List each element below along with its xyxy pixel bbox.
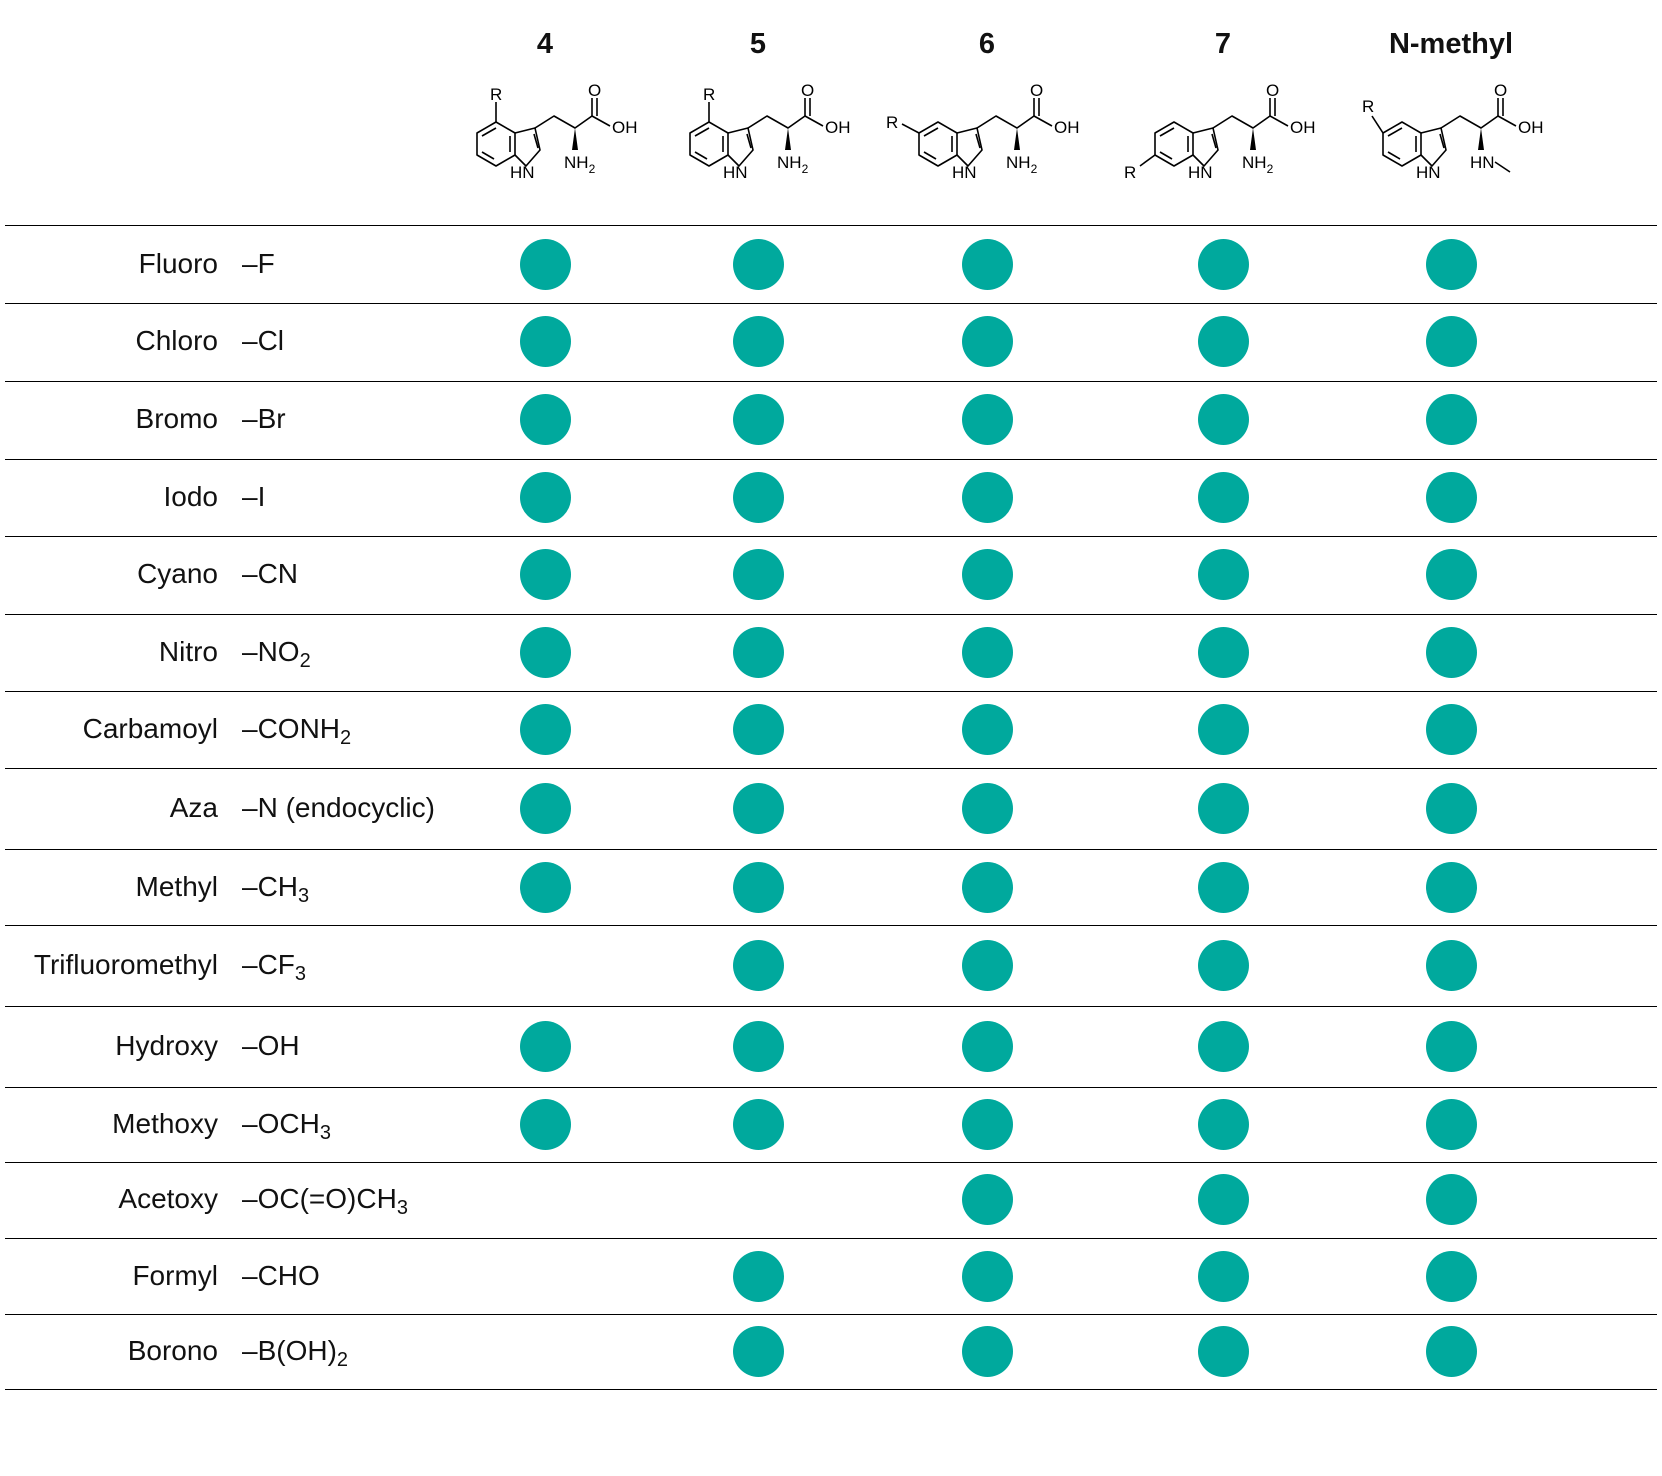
amine-label: $NH_2$ <box>1242 153 1274 176</box>
formula-text: B(OH) <box>257 1335 337 1366</box>
formula-subscript: 3 <box>319 1122 331 1144</box>
formula-text: NO <box>257 636 300 667</box>
compatibility-dot <box>962 704 1013 755</box>
substituent-formula <box>242 324 284 358</box>
table-rule <box>5 1006 1657 1007</box>
compatibility-dot <box>520 549 571 600</box>
substituent-name: Trifluoromethyl <box>33 949 218 980</box>
compatibility-dot <box>520 316 571 367</box>
bond-dash: – <box>242 1335 258 1366</box>
column-header: 5 <box>749 28 767 60</box>
indole-nh-label: HN <box>510 163 535 182</box>
table-rule <box>5 303 1657 304</box>
compatibility-dot <box>733 316 784 367</box>
formula-text: OCH <box>257 1108 320 1139</box>
compatibility-dot <box>1426 1021 1477 1072</box>
compatibility-dot <box>1198 472 1249 523</box>
compatibility-dot <box>520 1021 571 1072</box>
formula-text: CF <box>257 949 295 980</box>
compatibility-dot <box>520 472 571 523</box>
formula-text: OC(=O)CH <box>257 1183 397 1214</box>
compatibility-dot <box>733 239 784 290</box>
hydroxyl-label: OH <box>1518 118 1544 137</box>
compatibility-dot <box>1198 783 1249 834</box>
r-group-label: R <box>490 85 503 104</box>
structure-drawing <box>1108 81 1338 238</box>
column-header: 6 <box>978 28 996 60</box>
formula-subscript: 2 <box>299 650 311 672</box>
compatibility-dot <box>962 1021 1013 1072</box>
substituent-name: Cyano <box>137 558 218 589</box>
table-rule <box>5 1389 1657 1390</box>
compatibility-dot <box>1198 627 1249 678</box>
compatibility-dot <box>1198 394 1249 445</box>
substituent-formula <box>242 247 275 281</box>
compatibility-dot <box>520 627 571 678</box>
compatibility-dot <box>1198 1251 1249 1302</box>
bond-dash: – <box>242 403 258 434</box>
substituent-formula <box>242 791 435 825</box>
compatibility-dot <box>1198 704 1249 755</box>
compatibility-dot <box>520 239 571 290</box>
hydroxyl-label: OH <box>1290 118 1316 137</box>
structure-drawing <box>430 81 660 238</box>
substituent-formula <box>242 557 298 591</box>
compatibility-dot <box>962 1099 1013 1150</box>
amine-label: HN <box>1470 153 1495 172</box>
table-rule <box>5 381 1657 382</box>
hydroxyl-label: OH <box>825 118 851 137</box>
carbonyl-oxygen-label: O <box>801 81 815 100</box>
compatibility-dot <box>962 472 1013 523</box>
substituent-formula <box>242 480 265 514</box>
table-rule <box>5 536 1657 537</box>
substituent-name: Borono <box>127 1335 218 1366</box>
r-group-label: R <box>1362 97 1375 116</box>
indole-nh-label: HN <box>1416 163 1441 182</box>
bond-dash: – <box>242 713 258 744</box>
compatibility-dot <box>1426 940 1477 991</box>
compatibility-dot <box>962 1326 1013 1377</box>
compatibility-dot <box>520 704 571 755</box>
carbonyl-oxygen-label: O <box>588 81 602 100</box>
table-rule <box>5 614 1657 615</box>
substituent-formula <box>242 1259 320 1293</box>
substituent-name: Hydroxy <box>115 1030 218 1061</box>
column-header: N-methyl <box>1388 28 1514 60</box>
hydroxyl-label: OH <box>1054 118 1080 137</box>
substituent-formula <box>242 1029 300 1063</box>
compatibility-dot <box>1426 1099 1477 1150</box>
formula-subscript: 2 <box>336 1349 349 1371</box>
bond-dash: – <box>242 949 258 980</box>
r-group-label: R <box>703 85 716 104</box>
formula-subscript: 2 <box>340 727 352 749</box>
substituent-formula <box>242 1107 331 1144</box>
amine-label: $NH_2$ <box>564 153 596 176</box>
formula-text: N (endocyclic) <box>257 792 435 823</box>
compatibility-dot <box>1426 783 1477 834</box>
compatibility-dot <box>1198 1021 1249 1072</box>
compatibility-dot <box>1426 316 1477 367</box>
formula-subscript: 3 <box>396 1197 408 1219</box>
hydroxyl-label: OH <box>612 118 638 137</box>
compatibility-dot <box>962 862 1013 913</box>
table-rule <box>5 1314 1657 1315</box>
formula-subscript: 3 <box>298 885 310 907</box>
compatibility-dot <box>733 704 784 755</box>
bond-dash: – <box>242 558 258 589</box>
compatibility-dot <box>733 1251 784 1302</box>
formula-text: Br <box>257 403 286 434</box>
compatibility-dot <box>520 862 571 913</box>
compatibility-dot <box>1198 940 1249 991</box>
bond-dash: – <box>242 792 258 823</box>
column-header: 7 <box>1214 28 1232 60</box>
compatibility-dot <box>1198 239 1249 290</box>
compatibility-dot <box>1426 1326 1477 1377</box>
compatibility-dot <box>1198 1326 1249 1377</box>
structure-drawing <box>643 81 873 238</box>
substituent-name: Chloro <box>135 325 218 356</box>
substituent-name: Acetoxy <box>118 1183 218 1214</box>
tryptophan-structure <box>872 81 1102 238</box>
substituent-name: Carbamoyl <box>82 713 218 744</box>
compatibility-dot <box>962 940 1013 991</box>
indole-nh-label: HN <box>723 163 748 182</box>
table-rule <box>5 1162 1657 1163</box>
substituent-name: Bromo <box>135 403 218 434</box>
compatibility-dot <box>962 316 1013 367</box>
formula-text: Cl <box>257 325 285 356</box>
substituent-name: Methyl <box>135 871 218 902</box>
compatibility-dot <box>520 1099 571 1150</box>
compatibility-dot <box>1198 862 1249 913</box>
carbonyl-oxygen-label: O <box>1266 81 1280 100</box>
bond-dash: – <box>242 1183 258 1214</box>
table-rule <box>5 691 1657 692</box>
compatibility-dot <box>1426 1251 1477 1302</box>
compatibility-dot <box>733 1099 784 1150</box>
substituent-name: Aza <box>169 792 218 823</box>
formula-text: CN <box>257 558 299 589</box>
substituent-formula <box>242 1182 408 1219</box>
substituent-name: Nitro <box>158 636 218 667</box>
compatibility-dot <box>733 862 784 913</box>
compatibility-dot <box>962 239 1013 290</box>
table-rule <box>5 225 1657 226</box>
compatibility-dot <box>1426 862 1477 913</box>
formula-text: CH <box>257 871 299 902</box>
bond-dash: – <box>242 871 258 902</box>
formula-subscript: 3 <box>294 963 307 985</box>
substituent-formula <box>242 635 311 672</box>
formula-text: I <box>257 481 266 512</box>
table-rule <box>5 768 1657 769</box>
tryptophan-structure <box>1336 81 1566 238</box>
structure-drawing <box>872 81 1102 238</box>
compatibility-dot <box>962 627 1013 678</box>
table-rule <box>5 925 1657 926</box>
substituent-name: Formyl <box>132 1260 218 1291</box>
bond-dash: – <box>242 1030 258 1061</box>
table-rule <box>5 849 1657 850</box>
compatibility-dot <box>733 472 784 523</box>
compatibility-dot <box>962 1174 1013 1225</box>
r-group-label: R <box>886 113 899 132</box>
amine-label: $NH_2$ <box>1006 153 1038 176</box>
structure-drawing <box>1336 81 1566 238</box>
bond-dash: – <box>242 636 258 667</box>
compatibility-dot <box>1426 627 1477 678</box>
compatibility-dot <box>962 549 1013 600</box>
formula-text: F <box>257 248 275 279</box>
carbonyl-oxygen-label: O <box>1494 81 1508 100</box>
bond-dash: – <box>242 248 258 279</box>
compatibility-dot <box>733 627 784 678</box>
carbonyl-oxygen-label: O <box>1030 81 1044 100</box>
compatibility-dot <box>1426 1174 1477 1225</box>
indole-nh-label: HN <box>952 163 977 182</box>
bond-dash: – <box>242 1108 258 1139</box>
indole-nh-label: HN <box>1188 163 1213 182</box>
compatibility-dot <box>733 394 784 445</box>
substituent-formula <box>242 948 307 985</box>
formula-text: CHO <box>257 1260 320 1291</box>
substituent-formula <box>242 1334 349 1371</box>
substituent-formula <box>242 712 352 749</box>
substituent-formula <box>242 870 310 907</box>
compatibility-dot <box>733 940 784 991</box>
compatibility-dot <box>962 1251 1013 1302</box>
compatibility-dot <box>1198 316 1249 367</box>
compatibility-dot <box>733 783 784 834</box>
compatibility-dot <box>1426 472 1477 523</box>
compatibility-dot <box>962 783 1013 834</box>
table-rule <box>5 1238 1657 1239</box>
substituent-name: Methoxy <box>112 1108 218 1139</box>
r-group-label: R <box>1124 163 1137 182</box>
compatibility-dot <box>1198 1174 1249 1225</box>
compatibility-dot <box>962 394 1013 445</box>
substituent-name: Iodo <box>163 481 218 512</box>
column-header: 4 <box>536 28 554 60</box>
compatibility-dot <box>1426 394 1477 445</box>
substituent-formula <box>242 402 286 436</box>
compatibility-dot <box>1426 704 1477 755</box>
table-rule <box>5 459 1657 460</box>
compatibility-dot <box>1198 1099 1249 1150</box>
substituent-name: Fluoro <box>138 248 218 279</box>
amine-label: $NH_2$ <box>777 153 809 176</box>
compatibility-dot <box>733 549 784 600</box>
bond-dash: – <box>242 325 258 356</box>
compatibility-dot <box>1198 549 1249 600</box>
tryptophan-structure <box>430 81 660 238</box>
compatibility-dot <box>520 394 571 445</box>
formula-text: OH <box>257 1030 300 1061</box>
compatibility-dot <box>1426 549 1477 600</box>
bond-dash: – <box>242 481 258 512</box>
formula-text: CONH <box>257 713 341 744</box>
compatibility-dot <box>1426 239 1477 290</box>
table-rule <box>5 1087 1657 1088</box>
compatibility-dot <box>733 1326 784 1377</box>
tryptophan-structure <box>643 81 873 238</box>
tryptophan-structure <box>1108 81 1338 238</box>
compatibility-dot <box>520 783 571 834</box>
compatibility-dot <box>733 1021 784 1072</box>
bond-dash: – <box>242 1260 258 1291</box>
